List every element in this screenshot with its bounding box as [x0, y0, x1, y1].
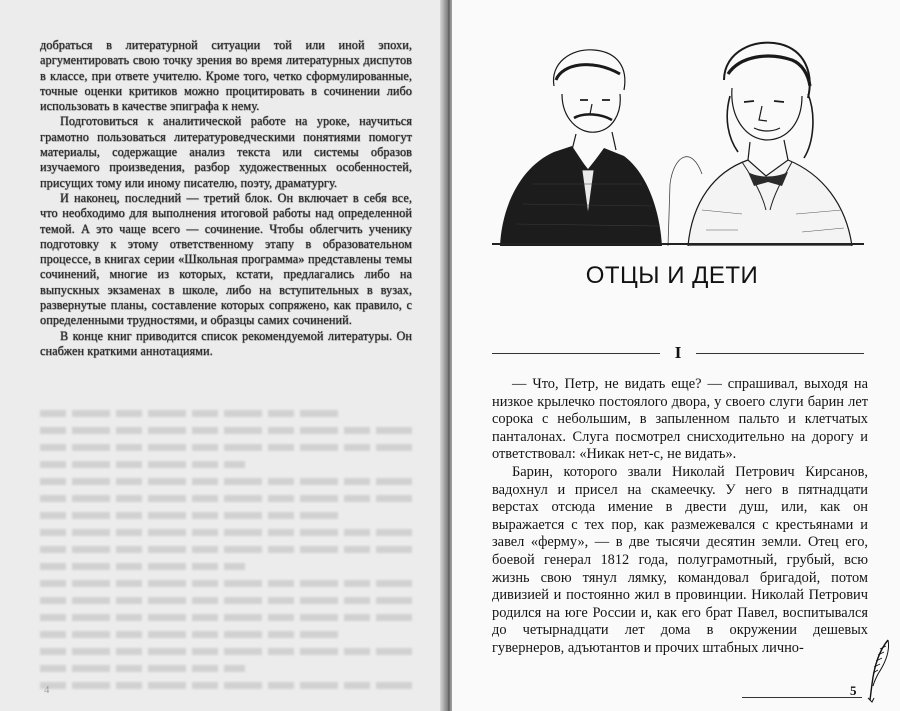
illustration-man-right [724, 43, 813, 160]
book-title: ОТЦЫ И ДЕТИ [585, 262, 759, 289]
illustration-coat-left [500, 146, 662, 246]
right-page-text [492, 376, 868, 658]
illustration-coat-right [688, 160, 852, 246]
left-page-text [40, 38, 412, 359]
bleed-through-text [40, 410, 412, 700]
right-paragraph-2: Барин, которого звали Николай Петрович Кирсанов, вадохнул и присел на скамеечку. У него в пятнадцати верстах отсюда имение в двести душ, или, как он выражается с тех пор, как размежевался с крестьянами и завел «ферму», — в две тысячи десятин земли. Отец его, боевой генерал 1812 года, полуграмотный, грубый, всю жизнь свою тянул лямку, командовал бригадой, потом дивизией и постоянно жил в провинции. Николай Петрович родился на юге России и, как его брат Павел, воспитывался до четырнадцати лет дома в окружении дешевых гувернеров, адъютантов и прочих штабных лично- [492, 463, 868, 656]
left-paragraph-4: В конце книг приводится список рекомендуемой литературы. Он снабжен краткими аннотациями. [40, 328, 412, 358]
left-page-number: 4 [44, 684, 50, 696]
left-paragraph-1: добраться в литературной ситуации той или иной эпохи, аргументировать свою точку зрения во время литературных диспутов в классе, при ответе учителю. Кроме того, четко сформулированные, точные оценки критиков можно процитировать в сочинении либо использовать в качестве эпиграфа к нему. [40, 38, 412, 114]
chapter-number: I [674, 343, 682, 362]
right-page-number: 5 [850, 683, 857, 698]
right-paragraph-1: — Что, Петр, не видать еще? — спрашивал, выходя на низкое крылечко постоялого двора, у своего слуги барин лет сорока с небольшим, в запыленном пальто и клетчатых панталонах. Слуга посмотрел снисходительно на дорогу и ответствовал: «Никак нет-с, не видать». [492, 376, 868, 463]
chapter-heading [492, 343, 864, 365]
portrait-engraving [492, 34, 866, 246]
illustration-rule [492, 243, 864, 245]
left-paragraph-3: И наконец, последний — третий блок. Он включает в себя все, что необходимо для выполнения итоговой работы над определенной темой. А это чаще всего — сочинение. Чтобы облегчить ученику подготовку к этому ответственному этапу в образовательном процессе, в книгах серии «Школьная программа» представлены темы сочинений, многие из которых, кстати, предлагались либо на выпускных экзаменах в школе, либо на вступительных в вузах, развернутые планы, составление которых сопряжено, как правило, с определенными трудностями, и образцы самих сочинений. [40, 190, 412, 328]
left-paragraph-2: Подготовиться к аналитической работе на уроке, научиться грамотно пользоваться литературоведческими понятиями помогут материалы, содержащие анализ текста или системы образов изучаемого произведения, разбор художественных особенностей, присущих тому или иному писателю, поэту, драматургу. [40, 114, 412, 190]
footer-rule [742, 697, 862, 698]
left-page [0, 0, 446, 711]
right-page [452, 0, 900, 711]
quill-pen-icon [864, 638, 894, 704]
